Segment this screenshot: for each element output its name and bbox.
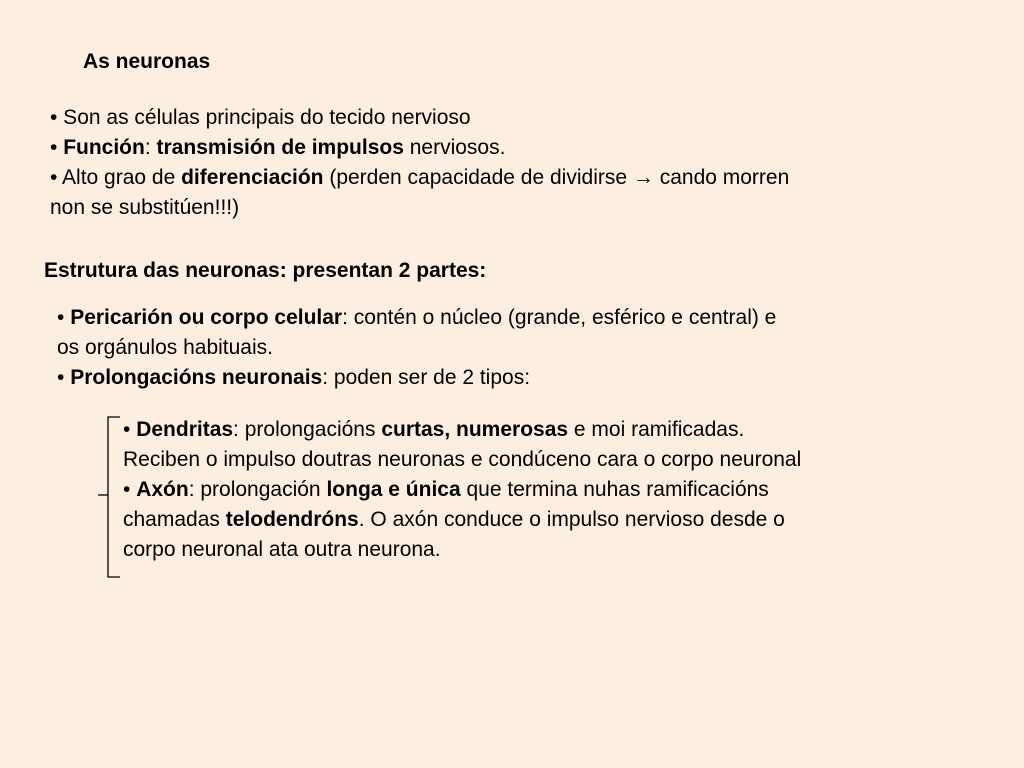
type-dendrites-cont: Reciben o impulso doutras neuronas e condúceno cara o corpo neuronal [123, 448, 802, 471]
intro-item-function: • Función: transmisión de impulsos nerviosos. [50, 136, 506, 159]
type-axon: • Axón: prolongación longa e única que termina nuhas ramificacións [123, 478, 769, 501]
part-pericarion: • Pericarión ou corpo celular: contén o núcleo (grande, esférico e central) e [57, 306, 777, 329]
types-list [123, 415, 1003, 565]
intro-item-differentiation: • Alto grao de diferenciación (perden capacidade de dividirse → cando morren [50, 166, 790, 189]
section-title-structure: Estrutura das neuronas: presentan 2 partes: [44, 259, 487, 282]
type-axon-cont2: corpo neuronal ata outra neurona. [123, 538, 441, 561]
page-title: As neuronas [83, 50, 211, 73]
type-axon-cont: chamadas telodendróns. O axón conduce o impulso nervioso desde o [123, 508, 785, 531]
parts-list [57, 303, 977, 393]
intro-item-cells: • Son as células principais do tecido nervioso [50, 106, 471, 129]
arrow-right-icon: → [632, 166, 654, 189]
intro-item-differentiation-cont: non se substitúen!!!) [50, 196, 240, 219]
part-pericarion-cont: os orgánulos habituais. [57, 336, 273, 359]
type-dendrites: • Dendritas: prolongacións curtas, numerosas e moi ramificadas. [123, 418, 745, 441]
intro-list [50, 103, 1000, 223]
part-prolongations: • Prolongacións neuronais: poden ser de 2 tipos: [57, 366, 531, 389]
bracket-icon [96, 415, 126, 580]
